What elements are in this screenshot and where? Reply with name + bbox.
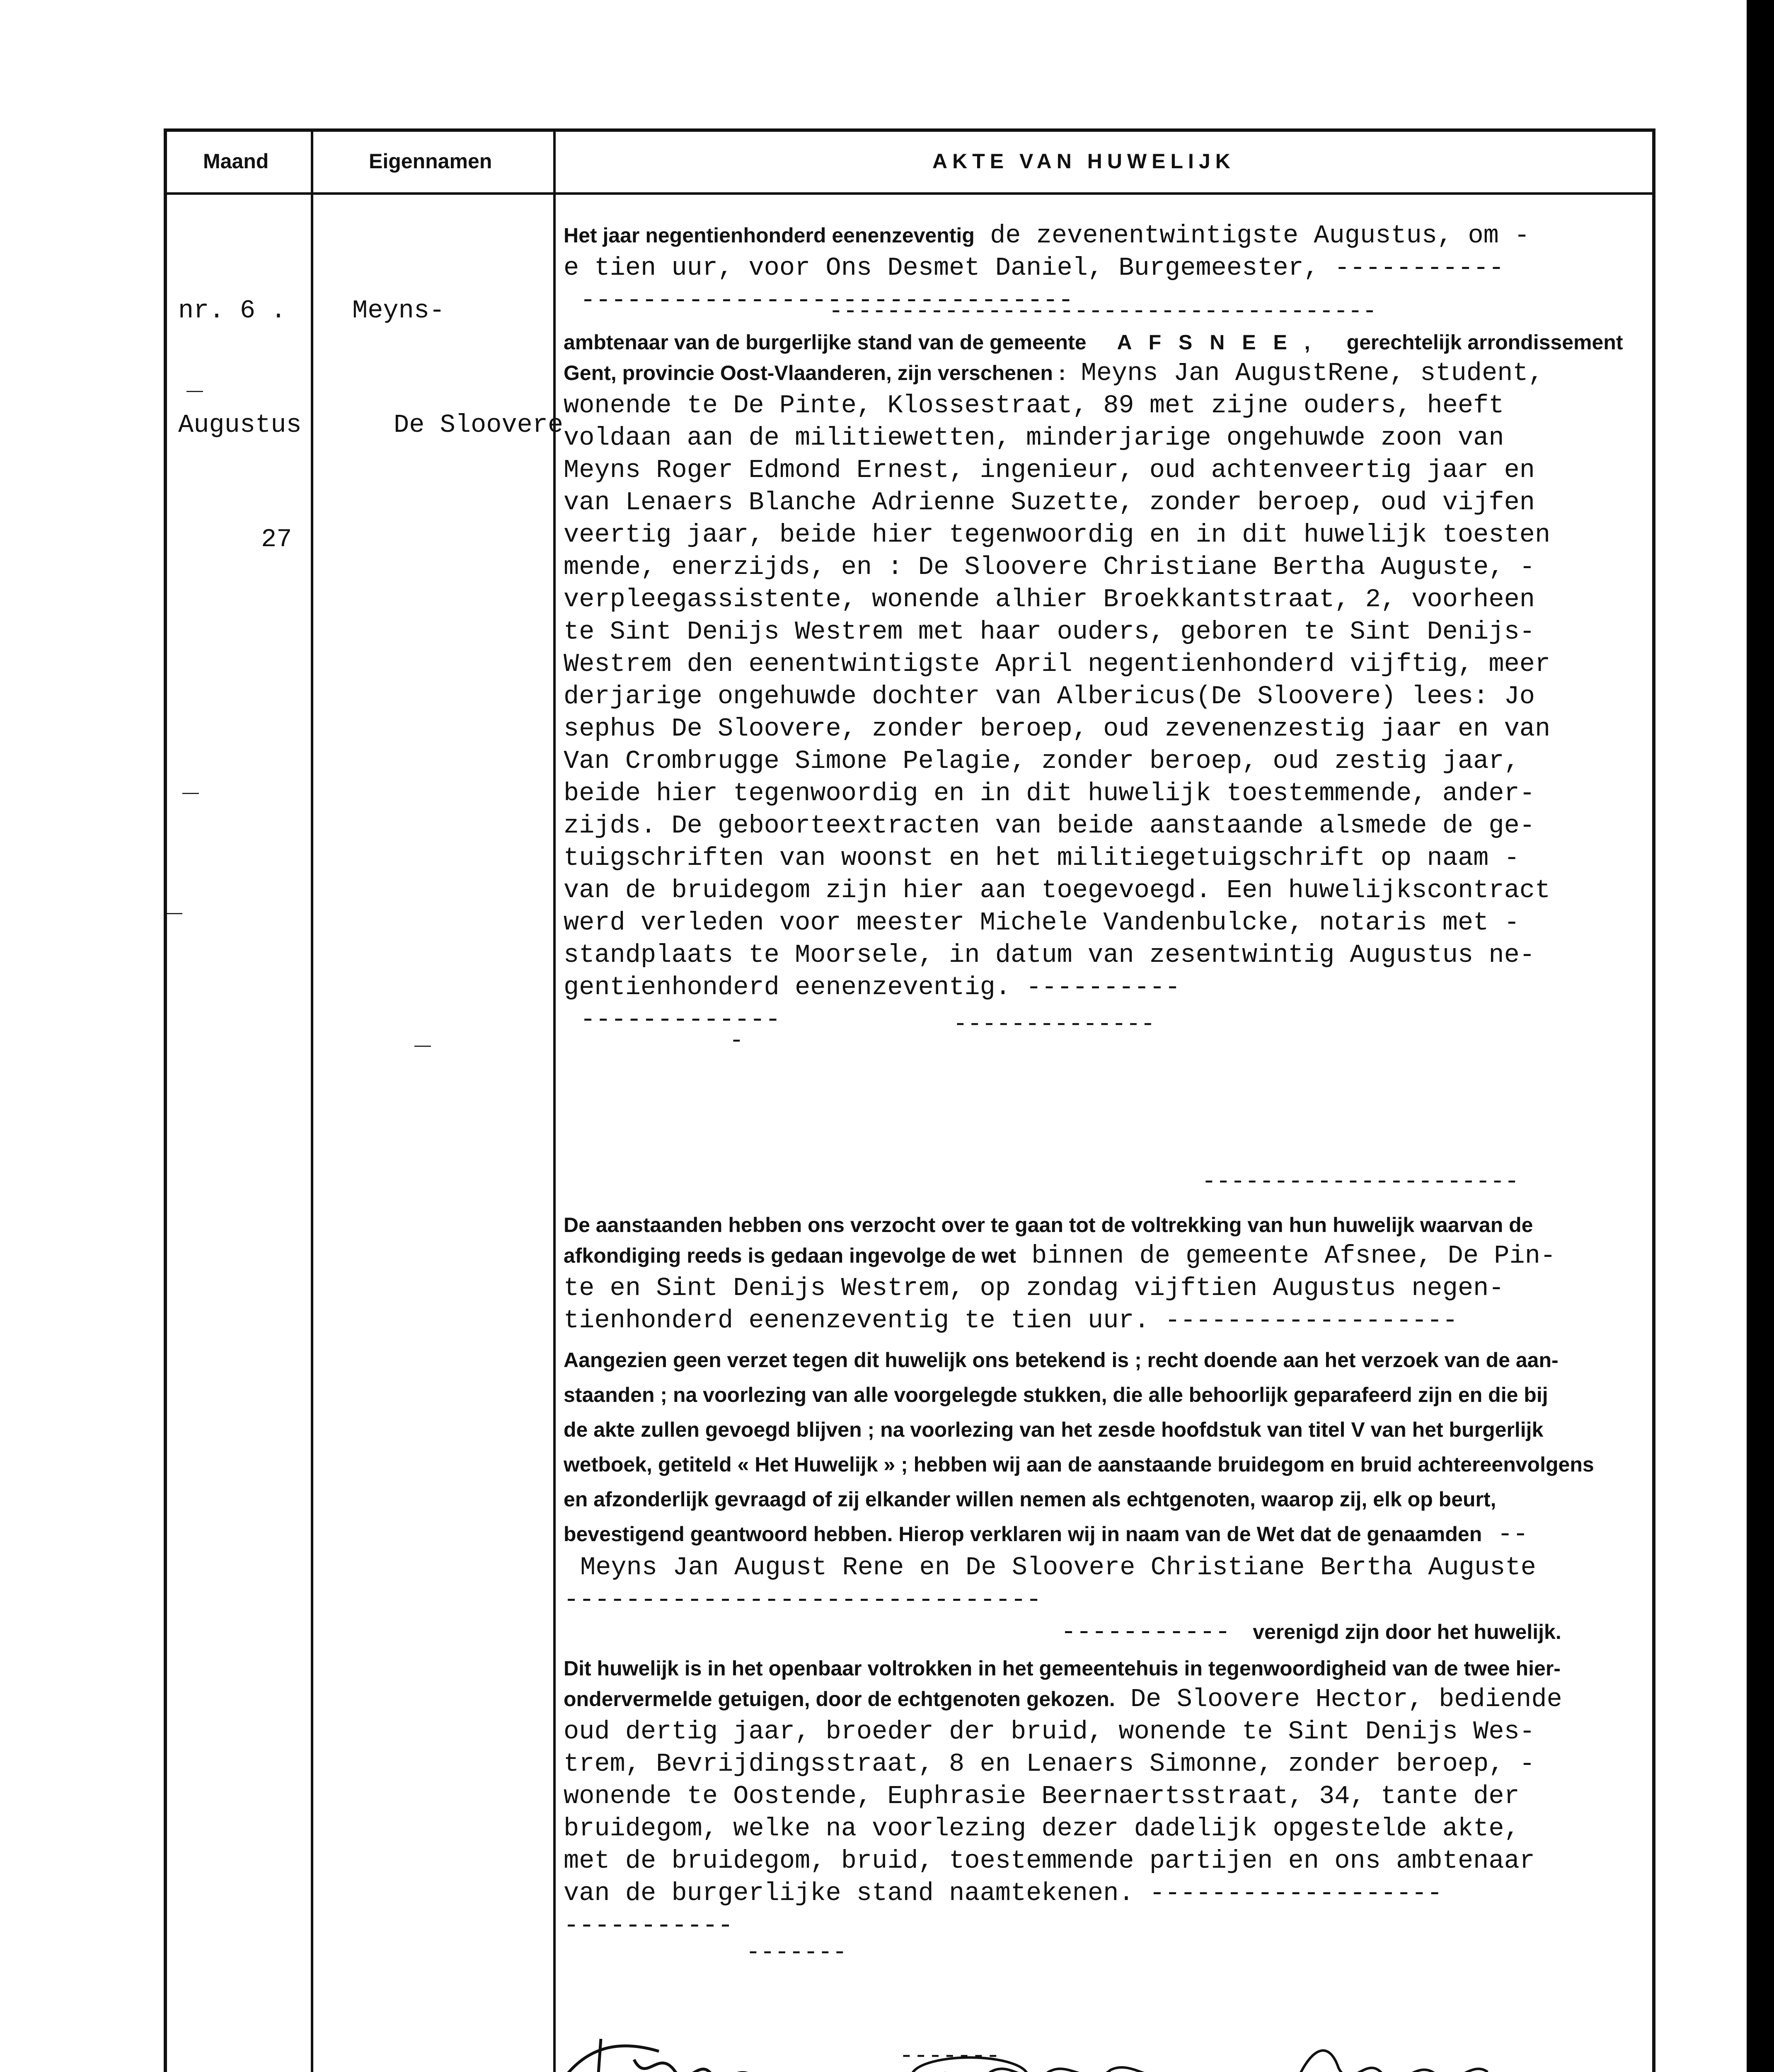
printed-text: de akte zullen gevoegd blijven ; na voorlezing van het zesde hoofdstuk van titel V van het burgerlijk	[564, 1418, 1544, 1441]
typed-text: De Sloovere Hector, bediende	[1115, 1685, 1562, 1714]
printed-text: Dit huwelijk is in het openbaar voltrokken in het gemeentehuis in tegenwoordigheid van de twee hier-	[564, 1657, 1561, 1680]
printed-text: staanden ; na voorlezing van alle voorgelegde stukken, die alle behoorlijk geparafeerd zijn en die bij	[564, 1383, 1548, 1406]
printed-text: wetboek, getiteld « Het Huwelijk » ; hebben wij aan de aanstaande bruidegom en bruid achtereenvolgens	[564, 1453, 1594, 1476]
column-header-month: Maand	[203, 150, 269, 173]
margin-mark: —	[186, 381, 203, 399]
typed-text: --------------------------------	[580, 286, 1074, 315]
typed-text: van Lenaers Blanche Adrienne Suzette, zonder beroep, oud vijfen	[564, 488, 1535, 517]
typed-text: de zevenentwintigste Augustus, om -	[974, 221, 1530, 250]
typed-text: standplaats te Moorsele, in datum van zesentwintig Augustus ne-	[564, 940, 1535, 970]
dash-line: -------	[746, 1939, 847, 1966]
dash-line: -	[729, 1028, 744, 1055]
paragraph-witnesses	[564, 1653, 1633, 1942]
column-divider-1	[311, 128, 313, 2072]
signature-groom	[551, 2022, 783, 2072]
typed-text: te en Sint Denijs Westrem, op zondag vijftien Augustus negen-	[564, 1273, 1504, 1303]
typed-text: tienhonderd eenenzeventig te tien uur. -------------------	[564, 1306, 1458, 1335]
typed-text: Westrem den eenentwintigste April negentienhonderd vijftig, meer	[564, 649, 1551, 679]
typed-text: verpleegassistente, wonende alhier Broekkantstraat, 2, voorheen	[564, 585, 1535, 614]
typed-text: Van Crombrugge Simone Pelagie, zonder beroep, oud zestig jaar,	[564, 746, 1520, 776]
typed-text: Meyns Jan August Rene en De Sloovere Christiane Bertha Auguste	[580, 1553, 1536, 1582]
month-line: 27	[261, 525, 292, 554]
margin-mark: —	[166, 903, 182, 922]
municipality-name: A F S N E E ,	[1117, 331, 1316, 354]
typed-text: e tien uur, voor Ons Desmet Daniel, Burgemeester, -----------	[564, 253, 1504, 283]
paragraph-publication	[564, 1210, 1633, 1337]
typed-text: Meyns Roger Edmond Ernest, ingenieur, oud achtenveertig jaar en	[564, 455, 1535, 485]
printed-text: Aangezien geen verzet tegen dit huwelijk ons betekend is ; recht doende aan het verzoek van de aan-	[564, 1348, 1559, 1372]
typed-text: -----------	[1061, 1617, 1231, 1647]
typed-text: van de bruidegom zijn hier aan toegevoegd. Een huwelijkscontract	[564, 876, 1551, 905]
scan-edge	[1747, 0, 1774, 2072]
typed-text: te Sint Denijs Westrem met haar ouders, geboren te Sint Denijs-	[564, 617, 1535, 646]
printed-text: bevestigend geantwoord hebben. Hierop verklaren wij in naam van de Wet dat de genaamden	[564, 1523, 1482, 1546]
margin-mark: —	[414, 1036, 431, 1054]
typed-text: sephus De Sloovere, zonder beroep, oud zevenenzestig jaar en van	[564, 714, 1551, 743]
typed-text: Meyns Jan AugustRene, student,	[1065, 358, 1544, 388]
month-line: Augustus	[178, 410, 302, 440]
typed-text: trem, Bevrijdingsstraat, 8 en Lenaers Simonne, zonder beroep, -	[564, 1749, 1535, 1779]
typed-text: veertig jaar, beide hier tegenwoordig en in dit huwelijk toesten	[564, 520, 1551, 549]
printed-text: ondervermelde getuigen, door de echtgenoten gekozen.	[564, 1687, 1115, 1711]
typed-text: zijds. De geboorteextracten van beide aanstaande alsmede de ge-	[564, 811, 1535, 840]
margin-mark: —	[182, 783, 199, 801]
names-line: Meyns-	[352, 296, 445, 325]
column-header-names: Eigennamen	[369, 150, 492, 173]
typed-text: met de bruidegom, bruid, toestemmende partijen en ons ambtenaar	[564, 1846, 1535, 1876]
paragraph-declaration	[564, 1343, 1633, 1648]
dash-line: -------	[899, 2043, 1000, 2070]
typed-text: beide hier tegenwoordig en in dit huwelijk toestemmende, ander-	[564, 779, 1535, 808]
typed-text: wonende te De Pinte, Klossestraat, 89 met zijne ouders, heeft	[564, 391, 1504, 420]
signature-bride	[903, 2047, 1193, 2072]
typed-text: tuigschriften van woonst en het militiegetuigschrift op naam -	[564, 843, 1520, 873]
signature-father-bride	[1289, 2035, 1496, 2072]
month-line: nr. 6 .	[178, 296, 286, 325]
names-line: De Sloovere	[394, 410, 564, 440]
paragraph-parties	[564, 327, 1633, 1036]
printed-text: De aanstaanden hebben ons verzocht over te gaan tot de voltrekking van hun huwelijk waarvan de	[564, 1213, 1533, 1237]
typed-text: -------------------------------	[564, 1585, 1042, 1615]
typed-text: werd verleden voor meester Michele Vandenbulcke, notaris met -	[564, 908, 1520, 937]
printed-text: afkondiging reeds is gedaan ingevolge de wet	[564, 1244, 1016, 1267]
typed-text: --	[1482, 1520, 1528, 1549]
typed-text: -----------	[564, 1911, 733, 1940]
printed-text: en afzonderlijk gevraagd of zij elkander willen nemen als echtgenoten, waarop zij, elk op beurt,	[564, 1488, 1496, 1511]
dash-line: --------------------------------------	[829, 298, 1377, 325]
printed-text: Het jaar negentienhonderd eenenzeventig	[564, 224, 975, 247]
typed-text: oud dertig jaar, broeder der bruid, wonende te Sint Denijs Wes-	[564, 1717, 1535, 1746]
dash-line: ----------------------	[1202, 1169, 1519, 1196]
typed-text: gentienhonderd eenenzeventig. ----------	[564, 973, 1181, 1002]
printed-text: ambtenaar van de burgerlijke stand van de gemeente	[564, 331, 1087, 354]
typed-text: van de burgerlijke stand naamtekenen. -------------------	[564, 1878, 1442, 1908]
printed-text: gerechtelijk arrondissement	[1346, 331, 1623, 354]
typed-text: binnen de gemeente Afsnee, De Pin-	[1016, 1241, 1556, 1271]
typed-text: wonende te Oostende, Euphrasie Beernaertsstraat, 34, tante der	[564, 1782, 1520, 1811]
column-header-act: AKTE VAN HUWELIJK	[932, 150, 1235, 173]
month-column	[178, 215, 302, 635]
printed-text: verenigd zijn door het huwelijk.	[1253, 1620, 1561, 1644]
dash-line: --------------	[953, 1011, 1155, 1038]
typed-text: bruidegom, welke na voorlezing dezer dadelijk opgestelde akte,	[564, 1814, 1520, 1843]
typed-text: mende, enerzijds, en : De Sloovere Christiane Bertha Auguste, -	[564, 552, 1535, 582]
typed-text: -------------	[580, 1005, 781, 1034]
names-column	[352, 215, 563, 520]
printed-text: Gent, provincie Oost-Vlaanderen, zijn verschenen :	[564, 361, 1066, 385]
typed-text: derjarige ongehuwde dochter van Albericus(De Sloovere) lees: Jo	[564, 682, 1535, 711]
typed-text: voldaan aan de militiewetten, minderjarige ongehuwde zoon van	[564, 423, 1504, 453]
